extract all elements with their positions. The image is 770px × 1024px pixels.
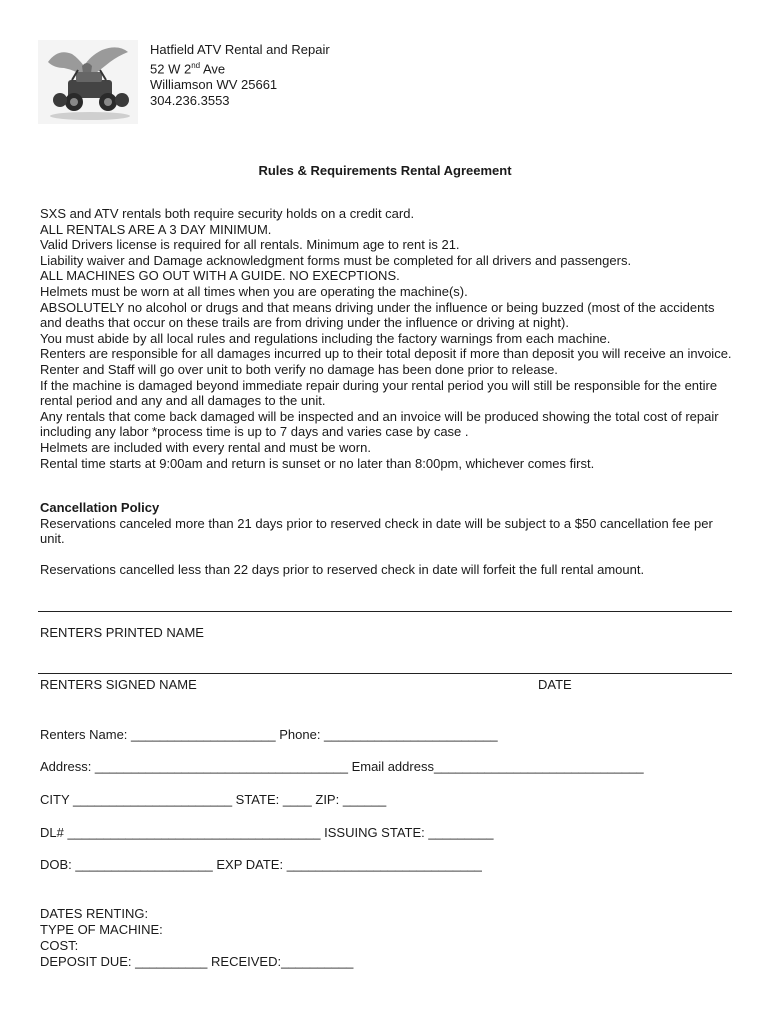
rule-item: Helmets must be worn at all times when you are operating the machine(s). xyxy=(40,283,468,299)
rule-item: Renters are responsible for all damages incurred up to their total deposit if more than deposit you will receive an invoice. xyxy=(40,346,732,362)
rule-item: If the machine is damaged beyond immediate repair during your rental period you will still be responsible for the entire rental period and any and all damages to the unit. xyxy=(40,377,718,409)
city-line: Williamson WV 25661 xyxy=(150,77,278,93)
city-field[interactable]: CITY ______________________ STATE: ____ ZIP: ______ xyxy=(40,792,387,807)
rule-item: Liability waiver and Damage acknowledgment forms must be completed for all drivers and passengers. xyxy=(40,252,632,268)
cancellation-policy xyxy=(40,500,735,577)
rule-item: Renter and Staff will go over unit to both verify no damage has been done prior to release. xyxy=(40,361,558,377)
rule-item: You must abide by all local rules and regulations including the factory warnings from each machine. xyxy=(40,330,611,346)
dates-renting-label: DATES RENTING: xyxy=(40,906,149,921)
rental-details xyxy=(40,906,353,970)
cancellation-policy-1: Reservations canceled more than 21 days prior to reserved check in date will be subject to a $50 cancellation fee per unit. xyxy=(40,515,713,547)
rule-item: Any rentals that come back damaged will be inspected and an invoice will be produced showing the total cost of repair including any labor *process time is up to 7 days and varies case by case . xyxy=(40,408,719,440)
signed-name-line[interactable] xyxy=(38,673,732,674)
rule-item: ALL RENTALS ARE A 3 DAY MINIMUM. xyxy=(40,221,272,237)
rules-list xyxy=(40,206,735,471)
cancellation-heading: Cancellation Policy xyxy=(40,500,160,515)
business-name: Hatfield ATV Rental and Repair xyxy=(150,42,330,57)
rule-item: ALL MACHINES GO OUT WITH A GUIDE. NO EXECPTIONS. xyxy=(40,268,400,284)
type-of-machine-label: TYPE OF MACHINE: xyxy=(40,922,163,937)
street-address: 52 W 2nd Ave xyxy=(150,61,226,77)
signed-name-label: RENTERS SIGNED NAME xyxy=(40,677,197,692)
rule-item: SXS and ATV rentals both require security holds on a credit card. xyxy=(40,206,415,221)
page-title: Rules & Requirements Rental Agreement xyxy=(258,163,512,178)
eagle-atv-logo xyxy=(38,40,138,124)
dob-field[interactable]: DOB: ___________________ EXP DATE: ___________________________ xyxy=(40,857,482,872)
cost-label: COST: xyxy=(40,938,79,953)
dl-field[interactable]: DL# ___________________________________ ISSUING STATE: _________ xyxy=(40,825,494,840)
printed-name-line[interactable] xyxy=(38,611,732,612)
printed-name-label: RENTERS PRINTED NAME xyxy=(40,625,204,640)
cancellation-policy-2: Reservations cancelled less than 22 days prior to reserved check in date will forfeit the full rental amount. xyxy=(40,561,645,577)
address-field[interactable]: Address: ___________________________________ Email address_____________________________ xyxy=(40,759,644,774)
rule-item: ABSOLUTELY no alcohol or drugs and that means driving under the influence or being buzzed (most of the accidents and deaths that occur on these trails are from driving under the influence or driving at night). xyxy=(40,299,715,331)
date-label: DATE xyxy=(538,677,572,692)
deposit-field[interactable]: DEPOSIT DUE: __________ RECEIVED:__________ xyxy=(40,954,354,969)
phone-number: 304.236.3553 xyxy=(150,93,230,109)
renters-name-field[interactable]: Renters Name: ____________________ Phone: ________________________ xyxy=(40,727,498,742)
rule-item: Valid Drivers license is required for all rentals. Minimum age to rent is 21. xyxy=(40,237,460,253)
rule-item: Rental time starts at 9:00am and return is sunset or no later than 8:00pm, whichever comes first. xyxy=(40,455,595,471)
rule-item: Helmets are included with every rental and must be worn. xyxy=(40,439,371,455)
business-address xyxy=(150,42,330,109)
